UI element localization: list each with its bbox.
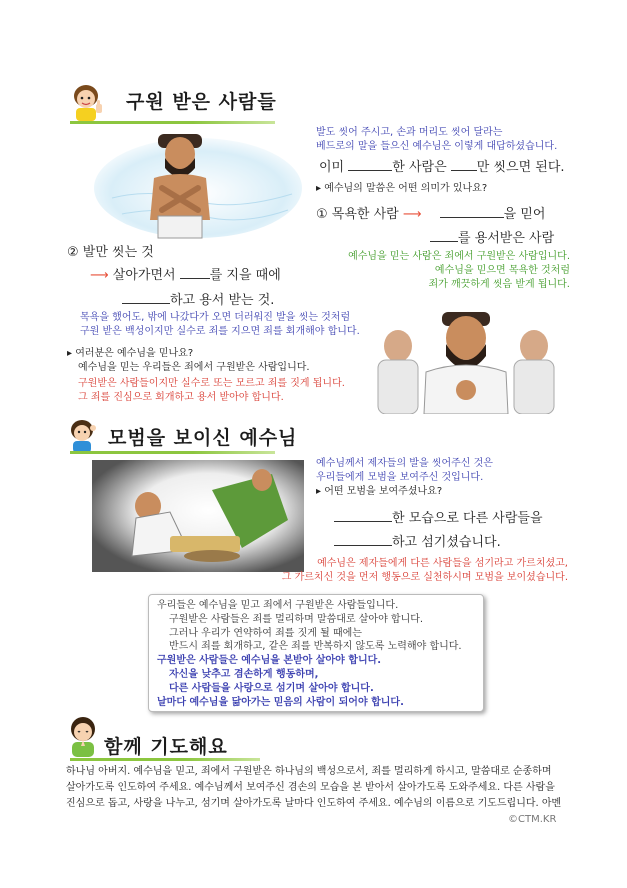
red-line-2: 그 죄를 진심으로 회개하고 용서 받아야 합니다. xyxy=(78,392,284,403)
point2-part-c: 를 지을 때에 xyxy=(209,268,281,283)
fill2-part-a: 한 모습으로 다른 사람들을 xyxy=(392,511,543,526)
summary-line: 자신을 낮추고 겸손하게 행동하며, xyxy=(169,668,319,680)
point-2-line-2 xyxy=(90,266,281,285)
section1-divider xyxy=(70,121,275,124)
blank-1 xyxy=(348,158,392,171)
kid-thumbs-up-icon xyxy=(66,82,112,122)
fill1-part-a: 이미 xyxy=(319,160,345,175)
fill-sentence-3 xyxy=(334,533,501,552)
arrow-icon: ⟶ xyxy=(90,268,109,283)
prayer-line-2: 살아가도록 인도하여 주세요. 예수님께서 보여주신 겸손의 모습을 본 받아서 살아가도록 도와주세요. 다른 사람을 xyxy=(66,782,555,793)
point1-part-b: 을 믿어 xyxy=(503,207,546,222)
blank-4 xyxy=(430,229,458,242)
blank-6 xyxy=(122,291,170,304)
point2-part-b: 살아가면서 xyxy=(112,268,176,283)
point2-number: ② xyxy=(67,245,79,260)
intro-line-1: 발도 씻어 주시고, 손과 머리도 씻어 달라는 xyxy=(316,127,503,138)
summary-line: 구원받은 사람들은 죄를 멀리하며 말씀대로 살아야 합니다. xyxy=(169,613,424,625)
intro-line-2: 베드로의 말을 들으신 예수님은 이렇게 대답하셨습니다. xyxy=(316,141,558,152)
section2-divider xyxy=(70,451,275,454)
section2-intro xyxy=(316,457,606,485)
red2-line-1: 예수님은 제자들에게 다른 사람들을 섬기라고 가르치셨고, xyxy=(317,558,568,569)
prayer-line-3: 진심으로 돕고, 사랑을 나누고, 섬기며 살아가도록 날마다 인도하여 주세요. 예수님의 이름으로 기도드립니다. 아멘 xyxy=(66,798,562,809)
fill2-part-b: 하고 섬기셨습니다. xyxy=(392,535,501,550)
green-explanation xyxy=(330,250,570,292)
red-explanation-1 xyxy=(78,377,378,405)
section3-divider xyxy=(70,758,260,761)
answer-2: 예수님을 믿는 우리들은 죄에서 구원받은 사람입니다. xyxy=(78,362,310,373)
blank-3 xyxy=(440,205,504,218)
jesus-washing-feet-illustration xyxy=(92,460,304,572)
summary-line: 다른 사람들을 사랑으로 섬기며 살아야 합니다. xyxy=(169,682,374,694)
fill1-part-c: 만 씻으면 된다. xyxy=(476,160,565,175)
point-1 xyxy=(316,205,545,224)
question-3: ▸ 어떤 모범을 보여주셨나요? xyxy=(316,486,443,497)
disciples-praying-illustration xyxy=(368,306,564,414)
summary-line: 우리들은 예수님을 믿고 죄에서 구원받은 사람들입니다. xyxy=(157,600,399,611)
red-line-1: 구원받은 사람들이지만 실수로 또는 모르고 죄를 짓게 됩니다. xyxy=(78,378,345,389)
summary-line: 구원받은 사람들은 예수님을 본받아 살아야 합니다. xyxy=(157,655,382,667)
summary-line: 날마다 예수님을 닮아가는 믿음의 사람이 되어야 합니다. xyxy=(157,696,404,708)
fill-sentence-1 xyxy=(319,158,565,177)
arrow-icon: ⟶ xyxy=(402,207,422,222)
question-2: ▸ 여러분은 예수님을 믿나요? xyxy=(67,348,194,359)
section3-title: 함께 기도해요 xyxy=(104,736,228,758)
section1-intro xyxy=(316,126,606,154)
fill1-part-b: 한 사람은 xyxy=(392,160,447,175)
blank-8 xyxy=(334,533,392,546)
point2-part-d: 하고 용서 받는 것. xyxy=(170,293,275,308)
summary-box xyxy=(148,594,484,712)
copyright: ©CTM.KR xyxy=(508,814,557,825)
point1-number: ① xyxy=(316,207,328,222)
green-line-3: 죄가 깨끗하게 씻음 받게 됩니다. xyxy=(428,279,570,290)
question-1: ▸ 예수님의 말씀은 어떤 의미가 있나요? xyxy=(316,183,488,194)
blank-2 xyxy=(451,158,477,171)
point-1-line-2 xyxy=(430,229,554,248)
kid-thinking-icon xyxy=(66,418,100,454)
blue-line-2: 구원 받은 백성이지만 실수로 죄를 지으면 죄를 회개해야 합니다. xyxy=(80,326,360,337)
green-line-2: 예수님을 믿으면 목욕한 것처럼 xyxy=(434,265,570,276)
prayer-line-1: 하나님 아버지. 예수님을 믿고, 죄에서 구원받은 하나님의 백성으로서, 죄를 멀리하게 하시고, 말씀대로 순종하며 xyxy=(66,766,552,777)
prayer-text xyxy=(66,764,576,812)
fill-sentence-2 xyxy=(334,509,543,528)
red2-line-2: 그 가르치신 것을 먼저 행동으로 실천하시며 모범을 보이셨습니다. xyxy=(281,572,568,583)
intro2-line-1: 예수님께서 제자들의 발을 씻어주신 것은 xyxy=(316,458,493,469)
green-line-1: 예수님을 믿는 사람은 죄에서 구원받은 사람입니다. xyxy=(348,251,570,262)
blue-line-1: 목욕을 했어도, 밖에 나갔다가 오면 더러워진 발을 씻는 것처럼 xyxy=(80,312,351,323)
point-2-line-3 xyxy=(122,291,274,310)
blank-7 xyxy=(334,509,392,522)
point-2 xyxy=(67,244,154,262)
section1-title: 구원 받은 사람들 xyxy=(126,91,277,113)
question-2-block xyxy=(67,347,367,375)
jesus-washing-illustration xyxy=(92,128,304,240)
blue-explanation xyxy=(80,311,370,339)
point2-part-a: 발만 씻는 것 xyxy=(82,245,154,260)
section2-title: 모범을 보이신 예수님 xyxy=(108,427,298,449)
blank-5 xyxy=(180,266,210,279)
red-explanation-2 xyxy=(280,557,568,585)
intro2-line-2: 우리들에게 모범을 보여주신 것입니다. xyxy=(316,472,484,483)
summary-line: 그러나 우리가 연약하여 죄를 짓게 될 때에는 xyxy=(169,627,362,639)
summary-line: 반드시 죄를 회개하고, 같은 죄를 반복하지 않도록 노력해야 합니다. xyxy=(169,641,462,653)
point1-part-c: 를 용서받은 사람 xyxy=(458,231,555,246)
point1-part-a: 목욕한 사람 xyxy=(331,207,399,222)
kid-praying-icon xyxy=(66,716,100,758)
